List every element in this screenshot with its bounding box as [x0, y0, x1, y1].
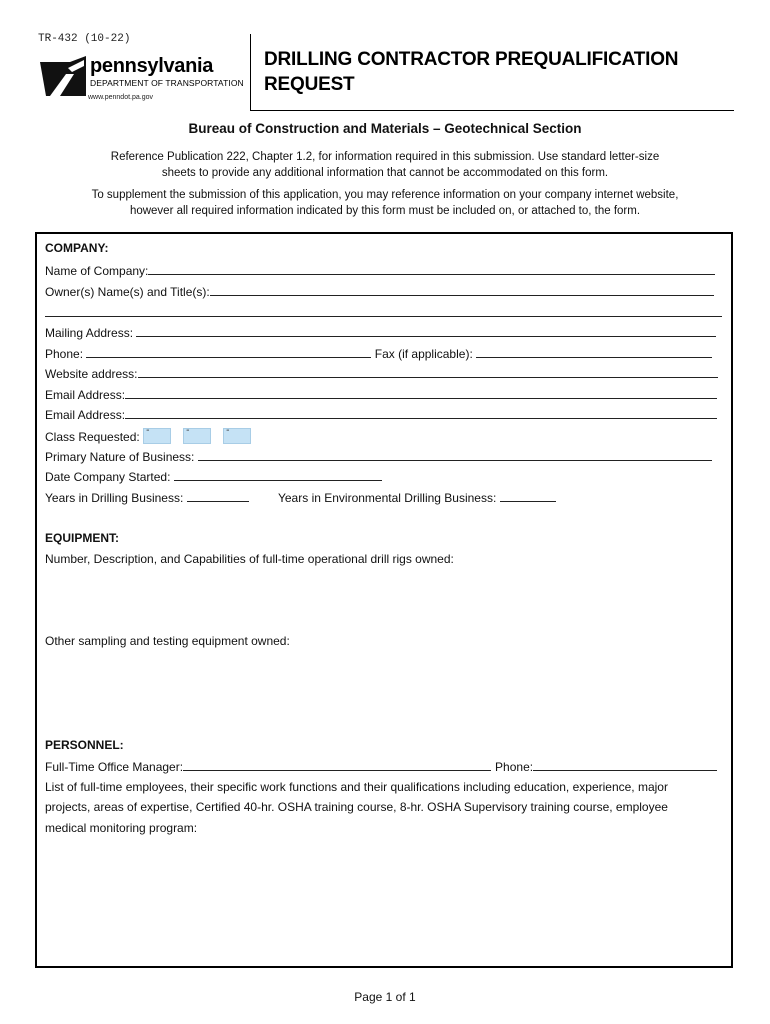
class-select-2-value: -: [186, 425, 190, 436]
nature-field[interactable]: [198, 449, 712, 461]
phone-field[interactable]: [86, 346, 371, 358]
phone-fax-row: [45, 346, 712, 361]
company-heading: COMPANY:: [45, 241, 109, 255]
email-label-1: Email Address:: [45, 388, 126, 402]
page-number: Page 1 of 1: [354, 990, 416, 1004]
company-name-label: Name of Company:: [45, 264, 149, 278]
class-select-3-value: -: [226, 425, 230, 436]
website-label: Website address:: [45, 367, 138, 381]
form-box: [35, 232, 733, 968]
owners-row: [45, 284, 714, 299]
owners-label: Owner(s) Name(s) and Title(s):: [45, 285, 210, 299]
mailing-label: Mailing Address:: [45, 326, 134, 340]
logo-department: DEPARTMENT OF TRANSPORTATION: [90, 78, 244, 88]
employee-list-line-2: projects, areas of expertise, Certified 40-hr. OSHA training course, 8-hr. OSHA Supervisory training course, employee: [45, 800, 668, 814]
class-select-1-value: -: [146, 425, 150, 436]
manager-label: Full-Time Office Manager:: [45, 760, 184, 774]
other-equipment-label: Other sampling and testing equipment owned:: [45, 634, 290, 648]
personnel-heading: PERSONNEL:: [45, 738, 124, 752]
employee-list-line-1: List of full-time employees, their specific work functions and their qualifications including education, experience, major: [45, 780, 668, 794]
date-started-field[interactable]: [174, 469, 382, 481]
intro-paragraph-2: [40, 187, 730, 219]
years-env-label: Years in Environmental Drilling Business:: [277, 491, 497, 505]
mailing-field[interactable]: [136, 325, 716, 337]
class-select-3[interactable]: [223, 425, 251, 444]
class-row: [45, 425, 263, 444]
email-field-1[interactable]: [125, 387, 717, 399]
manager-field[interactable]: [183, 759, 491, 771]
rigs-label: Number, Description, and Capabilities of full-time operational drill rigs owned:: [45, 552, 454, 566]
email-row-2: [45, 407, 717, 422]
intro-paragraph-1: [40, 149, 730, 181]
owners-row-2: [45, 305, 722, 320]
nature-row: [45, 449, 712, 464]
manager-phone-field[interactable]: [533, 759, 717, 771]
form-title-line-1: DRILLING CONTRACTOR PREQUALIFICATION: [264, 49, 679, 70]
employee-list-line-3: medical monitoring program:: [45, 821, 198, 835]
logo-name: pennsylvania: [90, 55, 214, 77]
years-drilling-label: Years in Drilling Business:: [45, 491, 184, 505]
owners-field-2[interactable]: [45, 305, 722, 317]
email-row-1: [45, 387, 717, 402]
manager-row: [45, 759, 717, 774]
intro-p1-line-2: sheets to provide any additional information that cannot be accommodated on this form.: [161, 167, 609, 179]
form-title-line-2: REQUEST: [264, 74, 355, 95]
form-number: TR-432 (10-22): [38, 33, 131, 45]
email-field-2[interactable]: [125, 407, 717, 419]
intro-p2-line-2: however all required information indicated by this form must be included on, or attached to, the form.: [129, 205, 641, 217]
email-label-2: Email Address:: [45, 408, 126, 422]
nature-label: Primary Nature of Business:: [45, 450, 195, 464]
fax-field[interactable]: [476, 346, 712, 358]
website-row: [45, 366, 718, 381]
years-env-field[interactable]: [500, 490, 556, 502]
equipment-heading: EQUIPMENT:: [45, 531, 120, 545]
intro-p1-line-1: Reference Publication 222, Chapter 1.2, for information required in this submission. Use standard letter-size: [110, 151, 660, 163]
class-select-1[interactable]: [143, 425, 171, 444]
date-started-label: Date Company Started:: [45, 470, 171, 484]
header-divider-horizontal: [250, 110, 734, 111]
logo-url[interactable]: www.penndot.pa.gov: [88, 94, 153, 101]
phone-label: Phone:: [45, 347, 84, 361]
website-field[interactable]: [138, 366, 718, 378]
form-title: [264, 47, 734, 97]
fax-label: Fax (if applicable):: [374, 347, 473, 361]
class-select-2[interactable]: [183, 425, 211, 444]
keystone-logo-icon: [40, 56, 86, 96]
section-subtitle: Bureau of Construction and Materials – Geotechnical Section: [188, 121, 582, 136]
years-drilling-field[interactable]: [187, 490, 249, 502]
company-name-row: [45, 263, 715, 278]
date-started-row: [45, 469, 382, 484]
owners-field[interactable]: [210, 284, 714, 296]
company-name-field[interactable]: [148, 263, 715, 275]
intro-p2-line-1: To supplement the submission of this application, you may reference information on your company internet website,: [91, 189, 679, 201]
mailing-row: [45, 325, 716, 340]
years-row: [45, 490, 556, 505]
class-label: Class Requested:: [45, 430, 140, 444]
header-divider-vertical: [250, 34, 251, 110]
manager-phone-label: Phone:: [495, 760, 534, 774]
